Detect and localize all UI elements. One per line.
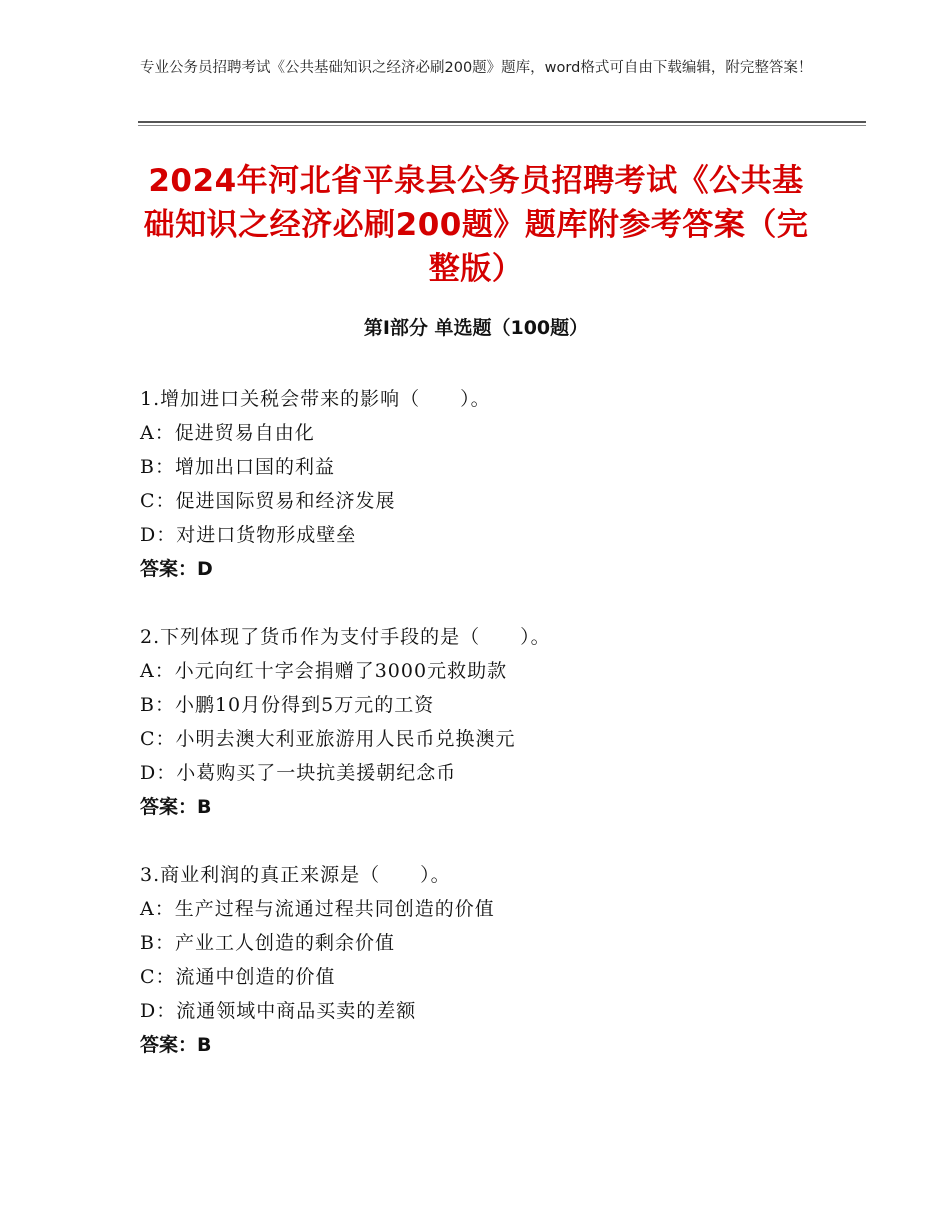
answer: 答案：B xyxy=(140,796,212,818)
option-a: A：生产过程与流通过程共同创造的价值 xyxy=(140,898,495,920)
option-b: B：增加出口国的利益 xyxy=(140,456,335,478)
option-a: A：促进贸易自由化 xyxy=(140,422,315,444)
answer: 答案：D xyxy=(140,558,213,580)
question-stem: 3.商业利润的真正来源是（ ）。 xyxy=(140,864,451,886)
option-a: A：小元向红十字会捐赠了3000元救助款 xyxy=(140,660,508,682)
option-c: C：流通中创造的价值 xyxy=(140,966,336,988)
question-2 xyxy=(140,620,830,824)
section-heading: 第I部分 单选题（100题） xyxy=(363,317,589,339)
header-note: 专业公务员招聘考试《公共基础知识之经济必刷200题》题库，word格式可自由下载编辑，附完整答案！ xyxy=(140,60,813,76)
option-d: D：小葛购买了一块抗美援朝纪念币 xyxy=(140,762,457,784)
header-divider xyxy=(138,121,866,123)
option-b: B：产业工人创造的剩余价值 xyxy=(140,932,395,954)
question-list xyxy=(140,382,830,1096)
document-title: 2024年河北省平泉县公务员招聘考试《公共基础知识之经济必刷200题》题库附参考答案（完整版） xyxy=(143,163,809,287)
question-1 xyxy=(140,382,830,586)
answer: 答案：B xyxy=(140,1034,212,1056)
option-c: C：小明去澳大利亚旅游用人民币兑换澳元 xyxy=(140,728,516,750)
question-stem: 2.下列体现了货币作为支付手段的是（ ）。 xyxy=(140,626,551,648)
option-c: C：促进国际贸易和经济发展 xyxy=(140,490,396,512)
question-3 xyxy=(140,858,830,1062)
option-b: B：小鹏10月份得到5万元的工资 xyxy=(140,694,435,716)
header-divider-thin xyxy=(138,125,866,126)
question-stem: 1.增加进口关税会带来的影响（ ）。 xyxy=(140,388,491,410)
option-d: D：流通领域中商品买卖的差额 xyxy=(140,1000,417,1022)
option-d: D：对进口货物形成壁垒 xyxy=(140,524,357,546)
